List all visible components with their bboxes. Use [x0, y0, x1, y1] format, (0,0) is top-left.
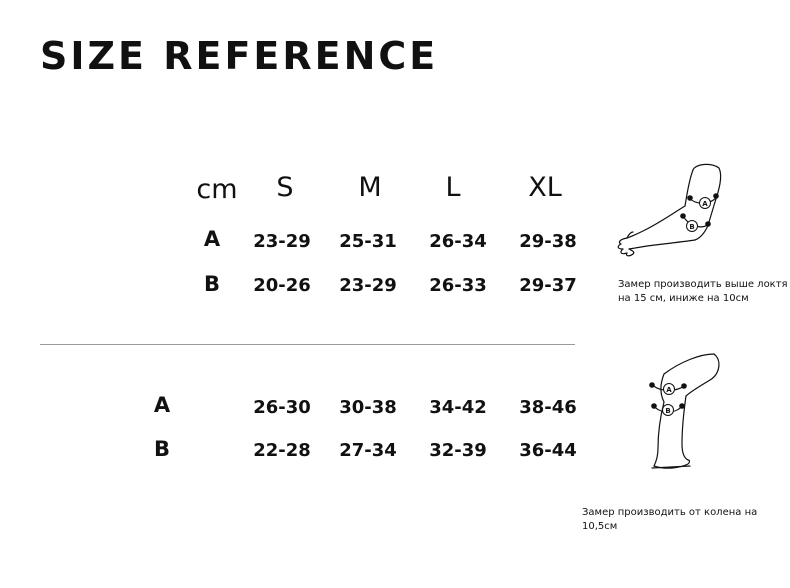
- knee-b-xl: 36-44: [519, 440, 577, 461]
- knee-a-m: 30-38: [339, 397, 397, 418]
- elbow-measurement-note: Замер производить выше локтя на 15 см, иниже на 10см: [618, 279, 788, 304]
- knee-row-label-b: B: [153, 437, 170, 461]
- elbow-row-label-b: B: [203, 272, 220, 296]
- elbow-b-l: 26-33: [429, 275, 487, 296]
- elbow-row-label-a: A: [203, 227, 221, 251]
- elbow-mark-b: B: [689, 223, 695, 231]
- elbow-a-l: 26-34: [429, 231, 487, 252]
- elbow-b-s: 20-26: [253, 275, 311, 296]
- unit-label: cm: [196, 174, 238, 205]
- knee-a-s: 26-30: [253, 397, 311, 418]
- knee-b-l: 32-39: [429, 440, 487, 461]
- elbow-measurement-diagram: [615, 160, 735, 270]
- knee-mark-a: A: [666, 386, 672, 394]
- elbow-b-xl: 29-37: [519, 275, 577, 296]
- knee-b-s: 22-28: [253, 440, 311, 461]
- knee-b-m: 27-34: [339, 440, 397, 461]
- knee-measurement-diagram: [630, 348, 730, 478]
- knee-row-label-a: A: [153, 393, 171, 417]
- size-header-m: M: [358, 172, 382, 203]
- page-title: SIZE REFERENCE: [40, 34, 439, 78]
- knee-a-xl: 38-46: [519, 397, 577, 418]
- elbow-a-m: 25-31: [339, 231, 397, 252]
- elbow-b-m: 23-29: [339, 275, 397, 296]
- elbow-mark-a: A: [702, 200, 708, 208]
- elbow-a-xl: 29-38: [519, 231, 577, 252]
- size-header-l: L: [445, 172, 461, 203]
- size-header-s: S: [276, 172, 294, 203]
- size-header-xl: XL: [528, 172, 562, 203]
- knee-a-l: 34-42: [429, 397, 487, 418]
- elbow-a-s: 23-29: [253, 231, 311, 252]
- knee-mark-b: B: [665, 407, 671, 415]
- knee-measurement-note: Замер производить от колена на 10,5см: [582, 507, 758, 532]
- section-divider: [40, 344, 575, 345]
